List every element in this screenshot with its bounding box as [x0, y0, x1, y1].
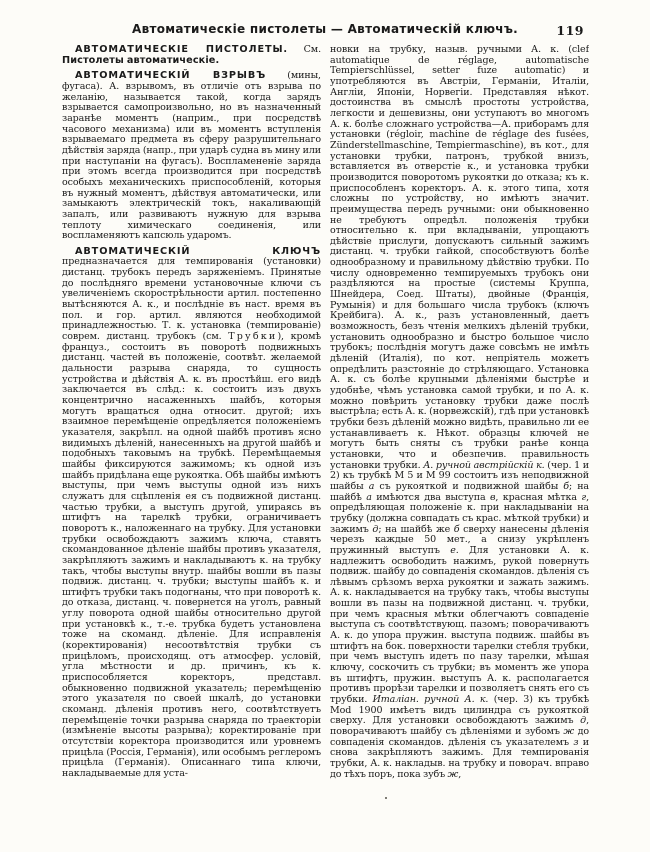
- text-segment: ), кромѣ француз., состоитъ въ поворотѣ подвижныхъ дистанц. частей въ положеніе, соотвѣт. желаемой дальности разрыва снаряда, то сущность устройства и дѣйствія А. к. въ простѣйш. его видѣ заключается въ слѣд.: к. состоитъ изъ двухъ концентрично насаженныхъ шайбъ, которыя могутъ вращаться одна относит. другой; ихъ взаимное перемѣщеніе опредѣляется положеніемъ указателя, закрѣпл. на одной шайбѣ противъ ясно видимыхъ дѣленій, нанесенныхъ на другой шайбѣ и подобныхъ таковымъ на трубкѣ. Перемѣщаемыя шайбы фиксируются зажимомъ; къ одной изъ шайбъ придѣлана еще рукоятка. Обѣ шайбы имѣютъ выступы, при чемъ выступы одной изъ нихъ служатъ для сцѣпленія ея съ подвижной дистанц. частью трубки, а выступъ другой, упираясь въ штифтъ на тарелкѣ трубки, ограничиваетъ поворотъ к., наложеннаго на трубку. Для установки трубки освобождаютъ зажимъ ключа, ставятъ скомандованное дѣленіе шайбы противъ указателя, закрѣпляютъ зажимъ и накладываютъ к. на трубку такъ, чтобы выступы внутр. шайбы вошли въ пазы подвиж. дистанц. ч. трубки; выступы шайбъ к. и штифтъ трубки такъ подогнаны, что при поворотѣ к. до отказа, дистанц. ч. повернется на уголъ, равный углу поворота одной шайбы относительно другой при установкѣ к., т.-е. трубка будетъ установлена тоже на скоманд. дѣленіе. Для исправленія (коректированія) несоотвѣтствія трубки съ прицѣломъ, происходящ. отъ атмосфер. условій, угла мѣстности и др. причинъ, къ к. приспособляется коректоръ, представл. обыкновенно подвижной указатель; перемѣщенію этого указателя по своей шкалѣ, до установки скоманд. дѣленія противъ него, соотвѣтствуетъ перемѣщеніе точки разрыва снаряда по траекторіи (измѣненіе высоты разрыва); коректированіе при отсутствіи коректора производится или уровнемъ прицѣла (Россія, Германія), или особымъ реглеромъ прицѣла (Германія). Описаннаго типа ключи, накладываемые для уста-: [62, 331, 321, 779]
- text-segment: . Для установки А. к. надлежитъ освободить нажимъ, рукой повернуть подвиж. шайбу до совпаденія скомандов. дѣленія съ лѣвымъ срѣзомъ верха рукоятки и зажать зажимъ. А. к. накладывается на трубку такъ, чтобы выступы вошли въ пазы на подвижной дистанц. ч. трубки, при чемъ красныя мѣтки облегчаютъ совпаденіе выступа съ соотвѣтствующ. пазомъ; поворачиваютъ А. к. до упора пружин. выступа подвиж. шайбы въ штифтъ на бок. поверхности тарелки стебля трубки, при чемъ выступъ идетъ по пазу тарелки, мѣшая ключу, соскочить съ трубки; въ моментъ же упора въ штифтъ, пружин. выступъ А. к. располагается противъ прорѣзи тарелки и позволяетъ снять его съ трубки.: [330, 544, 589, 706]
- text-segment: имѣются два выступа: [371, 491, 490, 503]
- text-segment: предназначается для темпированія (установки) дистанц. трубокъ передъ заряженіемъ. Принятые до послѣдняго времени установочные ключи съ увеличеніемъ скорострѣльности артил. постепенно вытѣсняются А. к., и послѣдніе въ наст. время въ пол. и гор. артил. являются необходимой принадлежностью. Т. к. установка (темпированіе) соврем. дистанц. трубокъ (см.: [62, 256, 321, 343]
- paragraph: [62, 45, 321, 66]
- entry-headword: АВТОМАТИЧЕСКІЙ ВЗРЫВЪ: [75, 70, 267, 82]
- text-segment: д: [580, 715, 587, 727]
- paragraph: [62, 247, 321, 780]
- entry-headword: АВТОМАТИЧЕСКІЙ КЛЮЧЪ: [75, 245, 321, 257]
- text-segment: ; на шайбѣ: [330, 480, 589, 503]
- left-column: [62, 45, 321, 792]
- text-segment: е: [450, 544, 456, 556]
- text-segment: г: [581, 491, 587, 503]
- text-segment: ; на шайбѣ же: [378, 523, 454, 535]
- text-segment: в: [489, 491, 496, 503]
- text-segment: д: [372, 523, 379, 535]
- text-segment: сверху нанесены дѣленія черезъ каждые 50 мет., а снизу укрѣпленъ пружинный выступъ: [330, 523, 589, 556]
- text-segment: до совпаденія скомандов. дѣленія съ указателемъ: [330, 726, 589, 748]
- text-segment: ж: [563, 726, 575, 737]
- text-segment: А. ручной австрійскій к.: [423, 459, 545, 471]
- text-segment: , поворачиваютъ шайбу съ дѣленіями и зубомъ: [330, 715, 589, 737]
- text-segment: а: [366, 491, 372, 503]
- page-number: 119: [556, 23, 584, 38]
- text-segment: б: [453, 523, 460, 535]
- text-segment: См.: [288, 45, 321, 55]
- text-segment: Италіан. ручной А. к.: [372, 694, 489, 706]
- text-segment: , опредѣляющая положеніе к. при накладываніи на трубку (должна совпадать съ крас. мѣткой трубки) и зажимъ: [330, 491, 589, 535]
- text-segment: ж: [447, 768, 459, 780]
- text-segment: б: [563, 480, 569, 492]
- text-segment: Трубки: [228, 331, 278, 343]
- text-segment: (чер. 1 и 2) къ трубкѣ М 5 и М 99 состоитъ изъ неподвижной шайбы: [330, 459, 589, 492]
- paragraph: [330, 45, 589, 780]
- text-segment: (мины, фугаса). А. взрывомъ, въ отличіе отъ взрыва по желанію, называется такой, когда зарядъ взрывается самопроизвольно, но въ назначенный заранѣе моментъ (наприм., при посредствѣ часового механизма) или въ моментъ вступленія взрываемаго предмета въ сферу разрушительнаго дѣйствія заряда (напр., при ударѣ судна въ мину или при наступаніи на фугасъ). Воспламененіе заряда при этомъ всегда производится при посредствѣ особыхъ механическихъ приспособленій, которыя въ нужный моментъ, дѣйствуя автоматически, или замыкаютъ электрическій токъ, накаливающій запалъ, или развиваютъ нужную для взрыва теплоту химическаго соединенія, или воспламеняютъ капсюль ударомъ.: [62, 70, 321, 242]
- text-segment: (чер. 3) къ трубкѣ Mod 1900 имѣетъ видъ цилиндра съ рукояткой сверху. Для установки освобождаютъ зажимъ: [330, 694, 589, 727]
- text-segment: ,: [458, 768, 462, 780]
- scan-speck: [385, 797, 387, 799]
- entry-headword: АВТОМАТИЧЕСКІЕ ПИСТОЛЕТЫ.: [75, 45, 288, 55]
- text-segment: а: [368, 480, 375, 492]
- text-segment: з: [573, 736, 579, 748]
- running-head: Автоматическіе пистолеты — Автоматическій ключъ.: [131, 22, 518, 36]
- text-segment: новки на трубку, назыв. ручными А. к. (clef automatique de réglage, automatische Tempierschlüssel, setter fuze automatic) и употребляются въ Австріи, Германіи, Италіи, Англіи, Японіи, Норвегіи. Представляя нѣкот. достоинства въ смыслѣ простоты устройства, легкости и дешевизны, они уступаютъ во многомъ А. к. болѣе сложнаго устройства—А. приборамъ для установки (régloir, machine de réglage des fusées, Zünderstellmaschine, Tempiermaschine), въ кот., для установки трубки, патронъ, трубкой внизъ, вставляется въ отверстіе к., и установка трубки производится поворотомъ рукоятки до отказа; къ к. приспособленъ коректоръ. А. к. этого типа, хотя сложны по устройству, но имѣютъ значит. преимущества передъ ручными: они обыкновенно не требуютъ опредѣл. положенія трубки относительно к. при вкладываніи, упрощаютъ дѣйствіе прислуги, допускаютъ сильный зажимъ дистанц. ч. трубки гайкой, способствуютъ болѣе однообразному и правильному дѣйствію трубки. По числу одновременно темпируемыхъ трубокъ они раздѣляются на простые (системы Круппа, Шнейдера, Соед. Штаты), двойные (Франція, Румынія) и для большаго числа трубокъ (ключъ Крейбига). А. к., разъ установленный, даетъ возможность, безъ чтенія мелкихъ дѣленій трубки, установить однообразно и быстро большое число трубокъ; послѣднія могутъ даже совсѣмъ не имѣть дѣленій (Италія), по кот. непріятель можетъ опредѣлить разстояніе до стрѣляющаго. Установка А. к. съ болѣе крупными дѣленіями быстрѣе и удобнѣе, чѣмъ установка самой трубки, и по А. к. можно повѣрить установку трубки даже послѣ выстрѣла; есть А. к. (норвежскій), гдѣ при установкѣ трубки безъ дѣленій можно видѣть, правильно ли ее устанавливаетъ к. Нѣкот. образцы ключей не могутъ быть сняты съ трубки ранѣе конца установки, что и обезпечив. правильность установки трубки.: [330, 45, 589, 471]
- text-segment: , красная мѣтка: [495, 491, 582, 503]
- right-column: [330, 45, 589, 792]
- text-segment: Пистолеты автоматическіе.: [62, 54, 220, 66]
- paragraph: [62, 71, 321, 242]
- text-segment: съ рукояткой и подвижной шайбы: [374, 480, 564, 492]
- text-segment: и снова закрѣпляютъ зажимъ. Для темпированія трубки, А. к. накладыв. на трубку и поворач. вправо до тѣхъ поръ, пока зубъ: [330, 736, 589, 780]
